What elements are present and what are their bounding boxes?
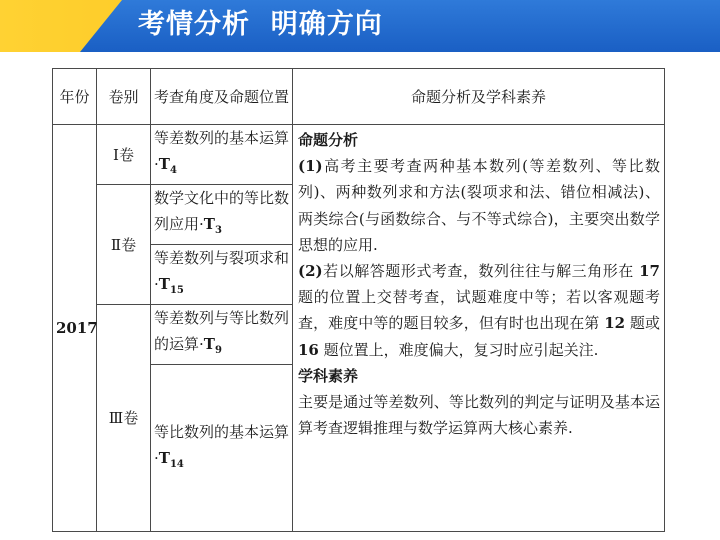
literacy-paragraph: 主要是通过等差数列、等比数列的判定与证明及基本运算考查逻辑推理与数学运算两大核心素养. <box>298 393 660 438</box>
angle-text: 等差数列与等比数列的运算· <box>154 309 290 353</box>
angle-text: 等差数列的基本运算· <box>154 129 290 173</box>
para-text: 题位置上，难度偏大，复习时应引起关注. <box>318 340 599 359</box>
question-number: 16 <box>298 340 319 359</box>
question-number-sub: 15 <box>169 285 184 296</box>
angle-text: 等比数列的基本运算· <box>154 422 290 467</box>
exam-analysis-table <box>52 68 665 532</box>
question-number: T <box>203 335 215 353</box>
header-angle: 考查角度及命题位置 <box>151 69 293 125</box>
question-number: T <box>158 275 170 293</box>
header-year: 年份 <box>53 69 97 125</box>
para-text: 题或 <box>625 314 660 333</box>
paper-cell-3: Ⅲ卷 <box>97 305 151 532</box>
question-number-sub: 9 <box>214 345 222 356</box>
paper-cell-1: Ⅰ卷 <box>97 125 151 185</box>
literacy-heading: 学科素养 <box>298 366 359 385</box>
analysis-paragraph-2 <box>298 258 660 363</box>
angle-text: 等差数列与裂项求和· <box>154 249 290 293</box>
para-text: 高考主要考查两种基本数列(等差数列、等比数列)、两种数列求和方法(裂项求和法、错位相减法)、两类综合(与函数综合、与不等式综合)，主要突出数学思想的应用. <box>298 157 660 254</box>
analysis-cell <box>293 125 665 532</box>
header-paper: 卷别 <box>97 69 151 125</box>
angle-text: 数学文化中的等比数列应用· <box>154 189 290 233</box>
question-number: T <box>203 215 215 233</box>
question-number-sub: 14 <box>169 458 184 470</box>
para-number: (2) <box>298 262 323 281</box>
question-number: T <box>158 155 170 173</box>
angle-cell <box>151 125 293 185</box>
para-number: (1) <box>298 157 323 176</box>
angle-cell <box>151 185 293 245</box>
question-number: T <box>158 448 170 467</box>
analysis-heading: 命题分析 <box>298 131 359 149</box>
year-cell: 2017 <box>53 125 97 532</box>
angle-cell <box>151 245 293 305</box>
angle-cell <box>151 365 293 532</box>
question-number-sub: 3 <box>214 225 222 236</box>
question-number: 17 <box>639 262 660 281</box>
paper-cell-2: Ⅱ卷 <box>97 185 151 305</box>
angle-cell <box>151 305 293 365</box>
table-row <box>53 125 665 185</box>
para-text: 题的位置上交替考查，试题难度中等；若以客观题考查，难度中等的题目较多，但有时也出现在第 <box>298 288 660 333</box>
analysis-paragraph-1 <box>298 153 660 258</box>
page-title: 考情分析 明确方向 <box>138 9 383 40</box>
header-analysis: 命题分析及学科素养 <box>293 69 665 125</box>
table-header-row <box>53 69 665 125</box>
question-number: 12 <box>604 314 626 333</box>
question-number-sub: 4 <box>169 165 177 176</box>
para-text: 若以解答题形式考查，数列往往与解三角形在 <box>322 262 640 281</box>
